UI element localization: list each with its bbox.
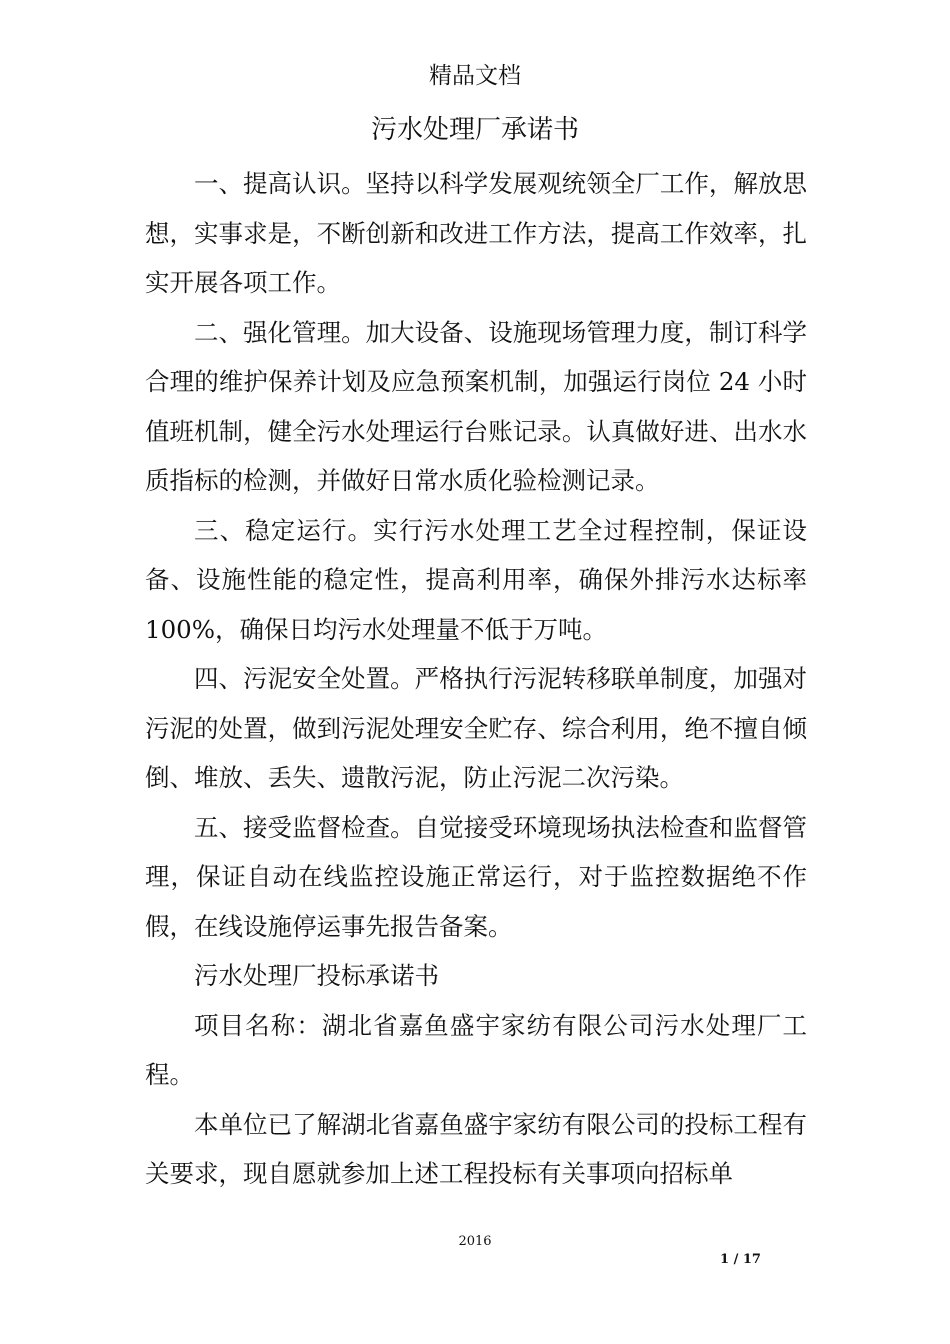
- paragraph-8: 本单位已了解湖北省嘉鱼盛宇家纺有限公司的投标工程有关要求，现自愿就参加上述工程投标有关事项向招标单: [145, 1109, 807, 1188]
- paragraph-2: 二、强化管理。加大设备、设施现场管理力度，制订科学合理的维护保养计划及应急预案机制，加强运行岗位 24 小时值班机制，健全污水处理运行台账记录。认真做好进、出水水质指标的检测，并做好日常水质化验检测记录。: [145, 317, 807, 495]
- footer-year: 2016: [458, 1234, 492, 1249]
- paragraph-1: 一、提高认识。坚持以科学发展观统领全厂工作，解放思想，实事求是，不断创新和改进工作方法，提高工作效率，扎实开展各项工作。: [145, 169, 807, 297]
- paragraph-3: 三、稳定运行。实行污水处理工艺全过程控制，保证设备、设施性能的稳定性，提高利用率，确保外排污水达标率 100%，确保日均污水处理量不低于万吨。: [145, 515, 807, 644]
- page-number: 1 / 17: [720, 1252, 761, 1267]
- document-title: 污水处理厂承诺书: [370, 115, 579, 145]
- project-name-paragraph: 项目名称：湖北省嘉鱼盛宇家纺有限公司污水处理厂工程。: [145, 1010, 807, 1089]
- document-body: [145, 159, 807, 1199]
- paragraph-4: 四、污泥安全处置。严格执行污泥转移联单制度，加强对污泥的处置，做到污泥处理安全贮存、综合利用，绝不擅自倾倒、堆放、丢失、遗散污泥，防止污泥二次污染。: [145, 664, 807, 792]
- section-heading-bid-commitment: 污水处理厂投标承诺书: [194, 961, 439, 990]
- paragraph-5: 五、接受监督检查。自觉接受环境现场执法检查和监督管理，保证自动在线监控设施正常运行，对于监控数据绝不作假，在线设施停运事先报告备案。: [145, 812, 807, 941]
- document-header-label: 精品文档: [429, 63, 521, 89]
